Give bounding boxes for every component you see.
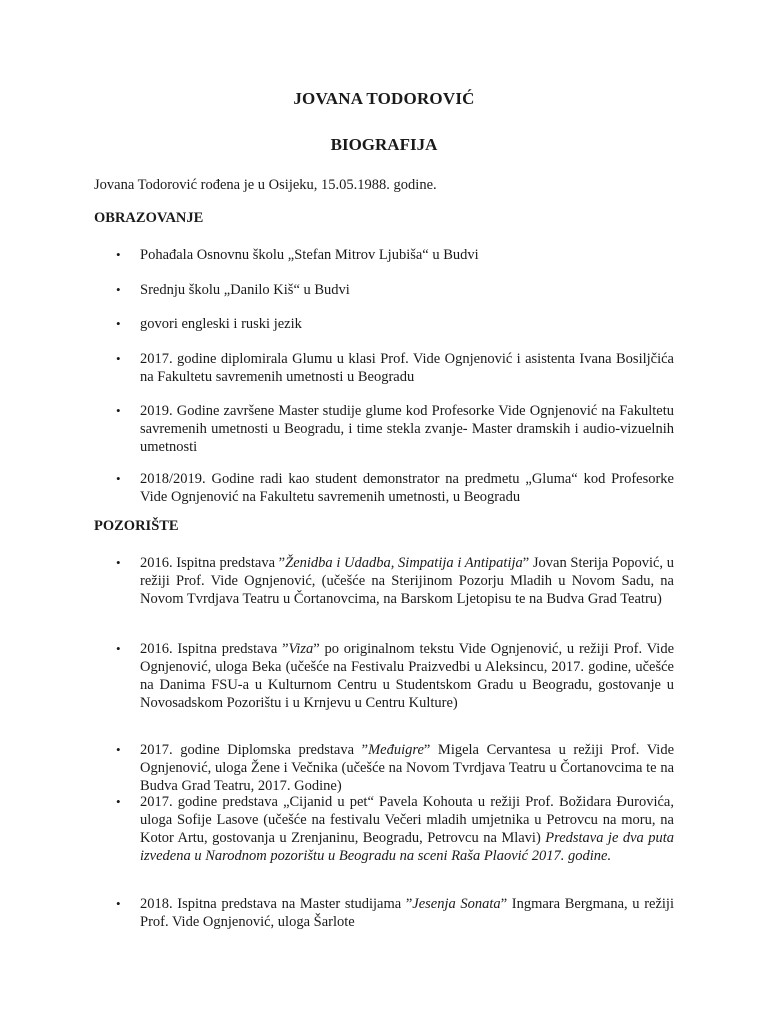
intro-paragraph: Jovana Todorović rođena je u Osijeku, 15.05.1988. godine. xyxy=(94,177,437,193)
item-text: 2018. Ispitna predstava na Master studijama ” xyxy=(140,896,413,912)
item-text: ” po originalnom tekstu Vide Ognjenović, u režiji Prof. Vide Ognjenović, uloga Beka (učešće na Festivalu Praizvedbi u Aleksincu, 2017. godine, učešće na Danima FSU-a u Kulturnom Centru u Studentskom Gradu u Beogradu, gostovanje u Novosadskom Pozorištu i u Krnjevu u Centru Kulture) xyxy=(140,641,674,711)
play-title: Jesenja Sonata xyxy=(412,896,501,912)
item-text: 2016. Ispitna predstava ” xyxy=(140,641,289,657)
list-item: • 2017. godine diplomirala Glumu u klasi Prof. Vide Ognjenović i asistenta Ivana Bosiljčića na Fakultetu savremenih umetnosti u Beogradu xyxy=(140,350,674,386)
list-item: • 2018/2019. Godine radi kao student demonstrator na predmetu „Gluma“ kod Profesorke Vide Ognjenović na Fakultetu savremenih umetnosti, u Beogradu xyxy=(140,470,674,506)
item-text: ” Migela Cervantesa u režiji Prof. Vide Ognjenović, uloga Žene i Večnika (učešće na Novom Tvrdjava Teatru u Čortanovcima te na Budva Grad Teatru, 2017. Godine) xyxy=(140,742,675,794)
section-heading-theatre: POZORIŠTE xyxy=(94,518,179,534)
document-name-title: JOVANA TODOROVIĆ xyxy=(293,89,475,108)
play-title: Viza xyxy=(288,641,314,657)
item-text: 2017. godine predstava „Cijanid u pet“ Pavela Kohouta u režiji Prof. Božidara Đurovića, uloga Sofije Lasove (učešće na festivalu Večeri mladih umjetnika u Petrovcu na moru, na Kotor Artu, gostovanja u Zrenjaninu, Beogradu, Petrovcu na Mlavi) xyxy=(140,794,674,846)
list-item xyxy=(140,793,674,865)
item-text: ” Ingmara Bergmana, u režiji Prof. Vide Ognjenović, uloga Šarlote xyxy=(140,896,674,930)
list-item xyxy=(140,554,674,608)
section-heading-education: OBRAZOVANJE xyxy=(94,210,204,226)
play-title: Ženidba i Udadba, Simpatija i Antipatija xyxy=(285,555,523,571)
list-item xyxy=(140,741,674,795)
item-text: 2017. godine Diplomska predstava ” xyxy=(140,742,369,758)
list-item: • Pohađala Osnovnu školu „Stefan Mitrov Ljubiša“ u Budvi xyxy=(140,246,674,264)
list-item: • Srednju školu „Danilo Kiš“ u Budvi xyxy=(140,281,674,299)
document-subtitle: BIOGRAFIJA xyxy=(330,135,438,154)
list-item xyxy=(140,895,674,931)
play-title: Međuigre xyxy=(368,742,424,758)
list-item xyxy=(140,640,674,712)
list-item: • 2019. Godine završene Master studije glume kod Profesorke Vide Ognjenović na Fakultetu savremenih umetnosti u Beogradu, i time stekla zvanje- Master dramskih i audio-vizuelnih umetnosti xyxy=(140,402,674,456)
play-note: Predstava je dva puta izvedena u Narodnom pozorištu u Beogradu na sceni Raša Plaović 2017. godine. xyxy=(140,830,675,864)
list-item: • govori engleski i ruski jezik xyxy=(140,315,674,333)
item-text: ” Jovan Sterija Popović, u režiji Prof. Vide Ognjenović, (učešće na Sterijinom Pozorju Mladih u Novom Sadu, na Novom Tvrdjava Teatru u Čortanovcima, na Barskom Ljetopisu te na Budva Grad Teatru) xyxy=(140,555,674,607)
item-text: 2016. Ispitna predstava ” xyxy=(140,555,286,571)
